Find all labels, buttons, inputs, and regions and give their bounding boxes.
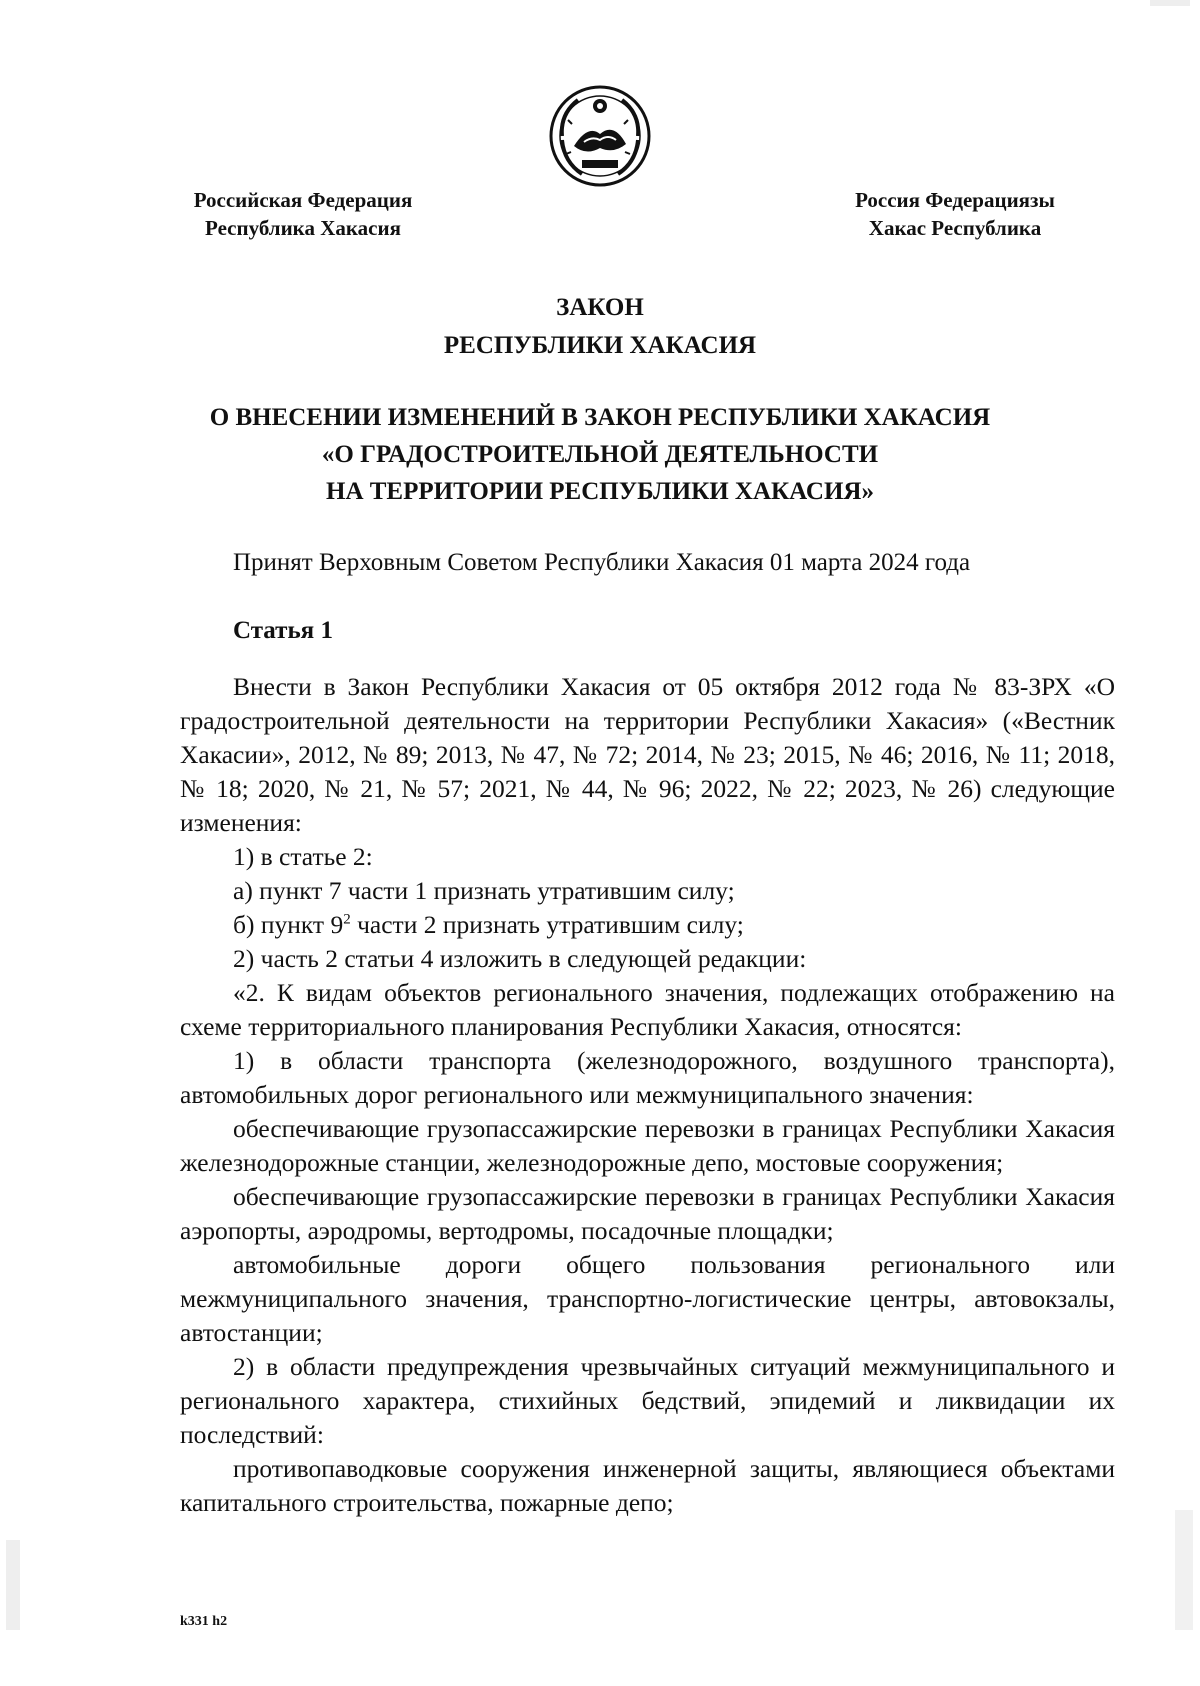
paragraph: «2. К видам объектов регионального значения, подлежащих отображению на схеме территориального планирования Республики Хакасия, относятся:: [180, 978, 1115, 1041]
subject-line1: О ВНЕСЕНИИ ИЗМЕНЕНИЙ В ЗАКОН РЕСПУБЛИКИ ХАКАСИЯ: [209, 404, 991, 431]
law-title-line2: РЕСПУБЛИКИ ХАКАСИЯ: [443, 332, 757, 359]
paragraph: обеспечивающие грузопассажирские перевозки в границах Республики Хакасия аэропорты, аэродромы, вертодромы, посадочные площадки;: [180, 1182, 1115, 1245]
header-left-line1: Российская Федерация: [193, 188, 413, 212]
coat-of-arms-emblem-icon: [548, 84, 652, 188]
superscript: 2: [343, 911, 351, 928]
paragraph: [180, 908, 1115, 942]
scan-noise: [1150, 0, 1190, 6]
paragraph: обеспечивающие грузопассажирские перевозки в границах Республики Хакасия железнодорожные станции, железнодорожные депо, мостовые сооружения;: [180, 1114, 1115, 1177]
header-left-line2: Республика Хакасия: [205, 216, 401, 240]
paragraph: 2) в области предупреждения чрезвычайных ситуаций межмуниципального и регионального характера, стихийных бедствий, эпидемий и ликвидации их последствий:: [180, 1352, 1115, 1449]
paragraph: 1) в статье 2:: [233, 842, 373, 871]
header-right-line2: Хакас Республика: [868, 216, 1042, 240]
paragraph-text: части 2 признать утратившим силу;: [350, 910, 744, 939]
law-body: [180, 670, 1115, 1520]
header-right-line1: Россия Федерациязы: [855, 188, 1055, 212]
adoption-statement: Принят Верховным Советом Республики Хакасия 01 марта 2024 года: [233, 549, 971, 576]
paragraph: противопаводковые сооружения инженерной защиты, являющиеся объектами капитального строительства, пожарные депо;: [180, 1454, 1115, 1517]
scan-noise: [1175, 1510, 1193, 1630]
paragraph: 1) в области транспорта (железнодорожного, воздушного транспорта), автомобильных дорог регионального или межмуниципального значения:: [180, 1046, 1115, 1109]
paragraph: автомобильные дороги общего пользования регионального или межмуниципального значения, транспортно-логистические центры, автовокзалы, автостанции;: [180, 1250, 1115, 1347]
document-code: k331 h2: [180, 1614, 228, 1629]
header-left: [168, 186, 438, 242]
paragraph: Внести в Закон Республики Хакасия от 05 октября 2012 года № 83-ЗРХ «О градостроительной деятельности на территории Республики Хакасия» («Вестник Хакасии», 2012, № 89; 2013, № 47, № 72; 2014, № 23; 2015, № 46; 2016, № 11; 2018, № 18; 2020, № 21, № 57; 2021, № 44, № 96; 2022, № 22; 2023, № 26) следующие изменения:: [180, 672, 1115, 837]
law-title-line1: ЗАКОН: [556, 294, 644, 321]
paragraph: 2) часть 2 статьи 4 изложить в следующей редакции:: [233, 944, 807, 973]
subject-line3: НА ТЕРРИТОРИИ РЕСПУБЛИКИ ХАКАСИЯ»: [326, 478, 874, 505]
subject-line2: «О ГРАДОСТРОИТЕЛЬНОЙ ДЕЯТЕЛЬНОСТИ: [321, 441, 879, 468]
article-heading: Статья 1: [233, 617, 333, 644]
scan-noise: [6, 1540, 20, 1630]
paragraph: а) пункт 7 части 1 признать утратившим силу;: [233, 876, 735, 905]
paragraph-text: б) пункт 9: [233, 910, 344, 939]
header-right: [835, 186, 1075, 242]
